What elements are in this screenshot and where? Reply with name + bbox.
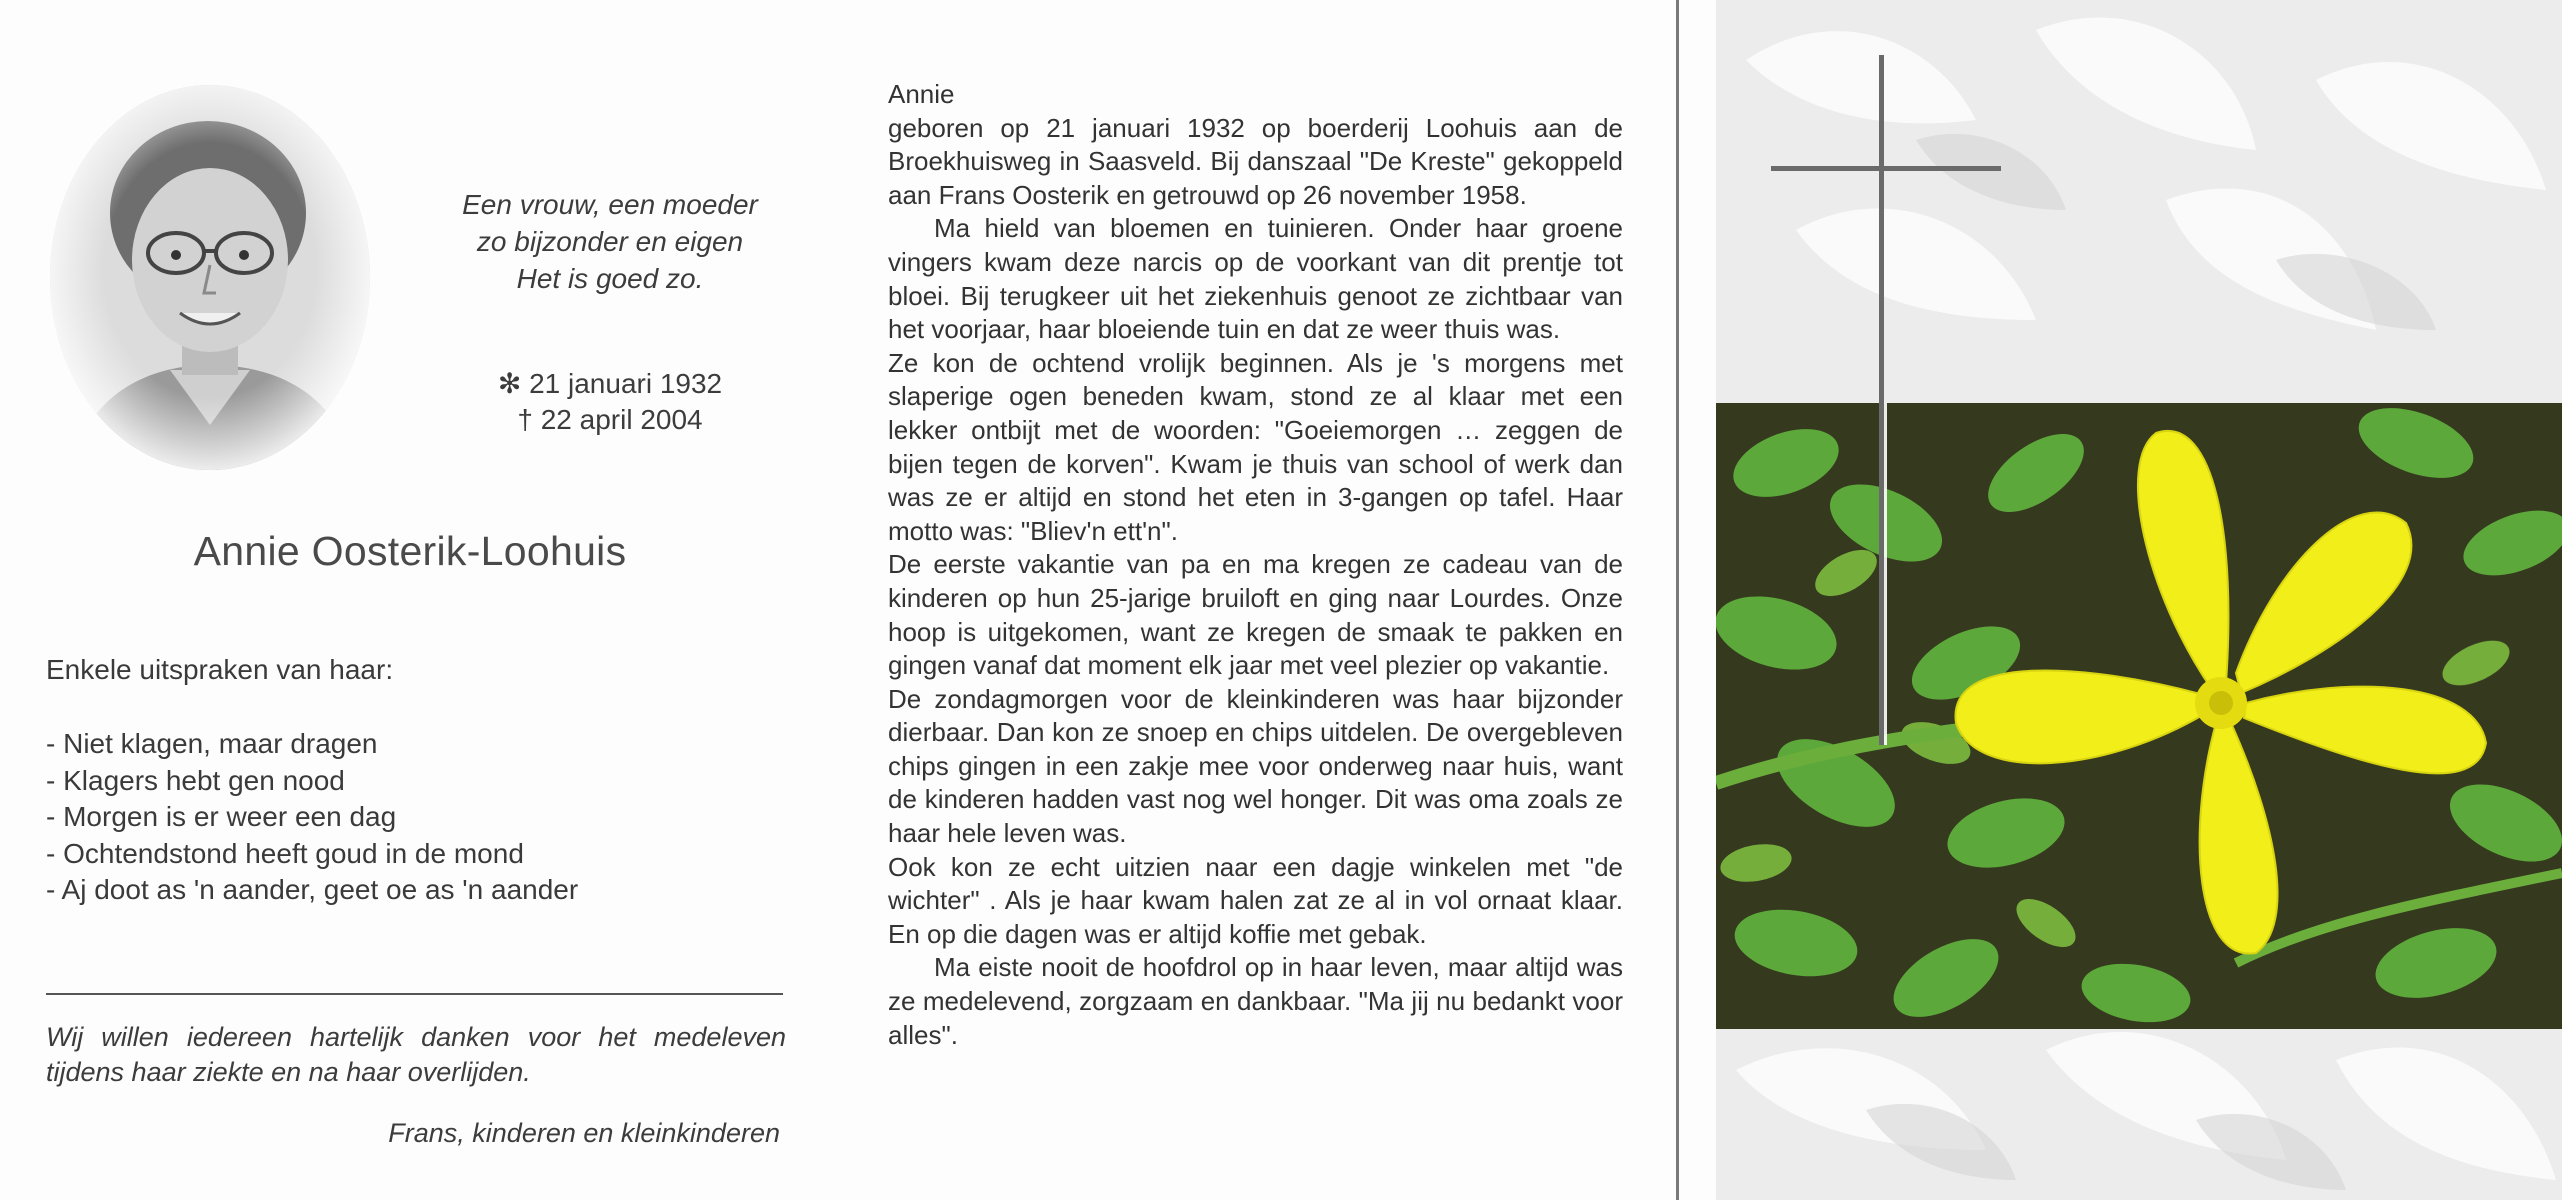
bio-paragraph: De zondagmorgen voor de kleinkinderen was haar bijzonder dierbaar. Dan kon ze snoep en chips uitdelen. De overgebleven chips gingen in een zakje mee voor onderweg naar huis, want de kinderen hadden vast nog wel honger. Dit was oma zoals ze haar hele leven was. xyxy=(888,683,1623,849)
saying-item: - Morgen is er weer een dag xyxy=(46,801,397,832)
cross-icon xyxy=(1716,0,2562,1200)
saying-item: - Klagers hebt gen nood xyxy=(46,764,345,796)
birth-date: ✻ 21 januari 1932 xyxy=(497,368,723,399)
fold-line xyxy=(1676,0,1679,1200)
bio-paragraph: De eerste vakantie van pa en ma kregen ze cadeau van de kinderen op hun 25-jarige bruiloft en ging naar Lourdes. Onze hoop is uitgekomen, want ze kregen de smaak te pakken en gingen vanaf dat moment elk jaar met veel plezier op vakantie. xyxy=(888,549,1623,681)
deceased-name: Annie Oosterik-Loohuis xyxy=(193,528,627,574)
sayings-heading: Enkele uitspraken van haar: xyxy=(46,654,394,685)
signature: Frans, kinderen en kleinkinderen xyxy=(388,1118,780,1148)
portrait-illustration xyxy=(50,85,370,470)
life-dates xyxy=(420,366,800,438)
left-panel xyxy=(0,0,840,1200)
bio-paragraph: Ma hield van bloemen en tuinieren. Onder haar groene vingers kwam deze narcis op de voorkant van dit prentje tot bloei. Bij terugkeer uit het ziekenhuis genoot ze zichtbaar van het voorjaar, haar bloeiende tuin en dat ze weer thuis was. xyxy=(888,213,1623,345)
poem-line: Een vrouw, een moeder xyxy=(462,189,758,220)
cover-panel xyxy=(1716,0,2562,1200)
thanks-text: Wij willen iedereen hartelijk danken voor het medeleven tijdens haar ziekte en na haar overlijden. xyxy=(46,1022,786,1087)
bio-paragraph: Ook kon ze echt uitzien naar een dagje winkelen met "de wichter" . Als je haar kwam halen zat ze al in vol ornaat klaar. En op die dagen was er altijd koffie met gebak. xyxy=(888,851,1623,949)
sayings-list xyxy=(46,726,578,909)
saying-item: - Ochtendstond heeft goud in de mond xyxy=(46,837,524,869)
bio-paragraph: Ma eiste nooit de hoofdrol op in haar leven, maar altijd was ze medelevend, zorgzaam en dankbaar. "Ma jij nu bedankt voor alles". xyxy=(888,952,1623,1050)
saying-item: - Aj doot as 'n aander, geet oe as 'n aander xyxy=(46,874,579,905)
poem xyxy=(400,186,820,297)
portrait-photo xyxy=(50,85,370,470)
poem-line: zo bijzonder en eigen xyxy=(476,226,744,257)
bio-first-name: Annie xyxy=(888,79,955,109)
poem-line: Het is goed zo. xyxy=(516,263,704,294)
biography xyxy=(888,78,1623,1052)
divider xyxy=(46,993,783,995)
bio-paragraph: Ze kon de ochtend vrolijk beginnen. Als je 's morgens met slaperige ogen beneden kwam, stond ze al klaar met een lekker ontbijt met de woorden: "Goeiemorgen … zeggen de bijen tegen de korven". Kwam je thuis van school of werk dan was ze er altijd en stond het eten in 3-gangen op tafel. Haar motto was: "Bliev'n ett'n". xyxy=(888,347,1623,546)
saying-item: - Niet klagen, maar dragen xyxy=(46,728,378,759)
bio-paragraph: geboren op 21 januari 1932 op boerderij Loohuis aan de Broekhuisweg in Saasveld. Bij danszaal "De Kreste" gekoppeld aan Frans Oosterik en getrouwd op 26 november 1958. xyxy=(888,112,1623,210)
death-date: † 22 april 2004 xyxy=(517,404,703,435)
